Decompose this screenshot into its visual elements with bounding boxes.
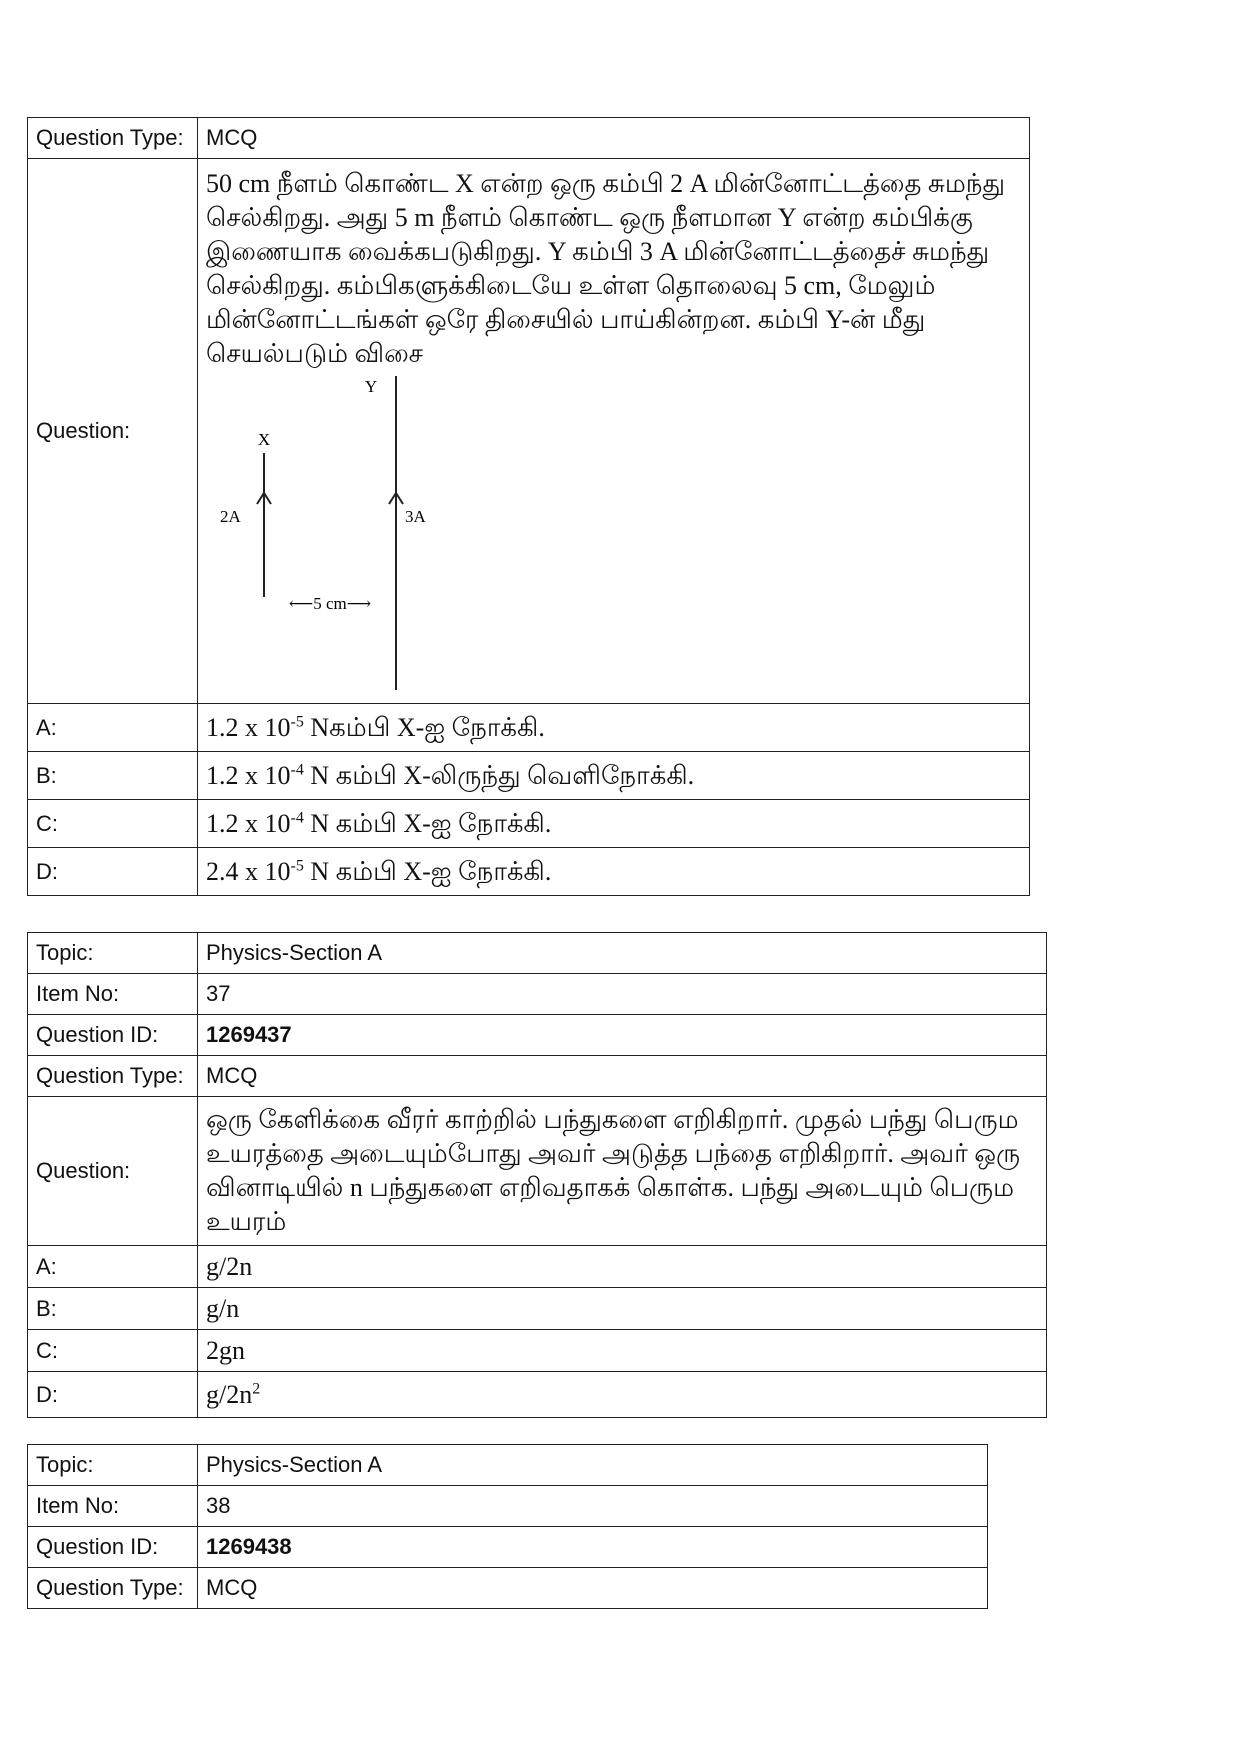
option-text bbox=[198, 1372, 1047, 1418]
option-row bbox=[28, 1288, 1047, 1330]
question-text: ஒரு கேளிக்கை வீரர் காற்றில் பந்துகளை எறிகிறார். முதல் பந்து பெரும உயரத்தை அடையும்போது அவர் அடுத்த பந்தை எறிகிறார். அவர் ஒரு வினாடியில் n பந்துகளை எறிவதாகக் கொள்க. பந்து அடையும் பெரும உயரம் bbox=[198, 1097, 1047, 1246]
row-question-id bbox=[28, 1527, 988, 1568]
option-suffix: N கம்பி X-ஐ நோக்கி. bbox=[303, 808, 552, 838]
value-question-type: MCQ bbox=[198, 1568, 988, 1609]
row-item-no bbox=[28, 1486, 988, 1527]
value-item-no: 37 bbox=[198, 974, 1047, 1015]
option-main: g/2n bbox=[206, 1379, 253, 1409]
row-question-id bbox=[28, 1015, 1047, 1056]
option-label: B: bbox=[28, 1288, 198, 1330]
option-row bbox=[28, 1372, 1047, 1418]
option-suffix: N கம்பி X-லிருந்து வெளிநோக்கி. bbox=[303, 760, 695, 790]
value-topic: Physics-Section A bbox=[198, 1445, 988, 1486]
option-row bbox=[28, 848, 1030, 896]
label-question: Question: bbox=[28, 1097, 198, 1246]
row-question-type bbox=[28, 1056, 1047, 1097]
option-exponent: -5 bbox=[290, 856, 304, 874]
separation-label: ⟵5 cm⟶ bbox=[288, 594, 372, 613]
label-question-type: Question Type: bbox=[28, 118, 198, 159]
option-exponent: 2 bbox=[252, 1379, 261, 1397]
row-item-no bbox=[28, 974, 1047, 1015]
label-question-type: Question Type: bbox=[28, 1056, 198, 1097]
option-row bbox=[28, 1330, 1047, 1372]
row-question bbox=[28, 1097, 1047, 1246]
row-question-type bbox=[28, 118, 1030, 159]
option-main: 2.4 x 10 bbox=[206, 856, 291, 886]
value-question-type: MCQ bbox=[198, 1056, 1047, 1097]
label-question-id: Question ID: bbox=[28, 1527, 198, 1568]
option-row bbox=[28, 704, 1030, 752]
option-main: 1.2 x 10 bbox=[206, 760, 291, 790]
label-topic: Topic: bbox=[28, 1445, 198, 1486]
current-y-label: 3A bbox=[405, 507, 426, 526]
current-x-label: 2A bbox=[220, 507, 241, 526]
option-exponent: -5 bbox=[290, 712, 304, 730]
question-block-2 bbox=[27, 932, 1047, 1418]
option-exponent: -4 bbox=[290, 760, 304, 778]
option-label: D: bbox=[28, 848, 198, 896]
option-text bbox=[198, 1330, 1047, 1372]
option-suffix: N கம்பி X-ஐ நோக்கி. bbox=[303, 856, 552, 886]
option-exponent: -4 bbox=[290, 808, 304, 826]
option-main: 1.2 x 10 bbox=[206, 712, 291, 742]
option-text bbox=[198, 1246, 1047, 1288]
option-suffix: Nகம்பி X-ஐ நோக்கி. bbox=[303, 712, 545, 742]
option-label: A: bbox=[28, 1246, 198, 1288]
option-label: A: bbox=[28, 704, 198, 752]
option-main: 2gn bbox=[206, 1335, 245, 1365]
option-label: B: bbox=[28, 752, 198, 800]
row-topic bbox=[28, 933, 1047, 974]
option-text bbox=[198, 704, 1030, 752]
option-text bbox=[198, 752, 1030, 800]
value-topic: Physics-Section A bbox=[198, 933, 1047, 974]
label-question: Question: bbox=[28, 159, 198, 704]
option-text bbox=[198, 848, 1030, 896]
question-cell bbox=[198, 159, 1030, 704]
label-item-no: Item No: bbox=[28, 1486, 198, 1527]
question-block-3 bbox=[27, 1444, 988, 1609]
option-label: D: bbox=[28, 1372, 198, 1418]
row-question bbox=[28, 159, 1030, 704]
option-text bbox=[198, 1288, 1047, 1330]
label-question-id: Question ID: bbox=[28, 1015, 198, 1056]
option-text bbox=[198, 800, 1030, 848]
label-topic: Topic: bbox=[28, 933, 198, 974]
value-question-type: MCQ bbox=[198, 118, 1030, 159]
label-question-type: Question Type: bbox=[28, 1568, 198, 1609]
option-row bbox=[28, 752, 1030, 800]
option-row bbox=[28, 800, 1030, 848]
label-item-no: Item No: bbox=[28, 974, 198, 1015]
option-label: C: bbox=[28, 800, 198, 848]
option-label: C: bbox=[28, 1330, 198, 1372]
question-text: 50 cm நீளம் கொண்ட X என்ற ஒரு கம்பி 2 A மின்னோட்டத்தை சுமந்து செல்கிறது. அது 5 m நீளம் கொண்ட ஒரு நீளமான Y என்ற கம்பிக்கு இணையாக வைக்கபடுகிறது. Y கம்பி 3 A மின்னோட்டத்தைச் சுமந்து செல்கிறது. கம்பிகளுக்கிடையே உள்ள தொலைவு 5 cm, மேலும் மின்னோட்டங்கள் ஒரே திசையில் பாய்கின்றன. கம்பி Y-ன் மீது செயல்படும் விசை bbox=[206, 169, 1006, 368]
wire-y-label: Y bbox=[364, 377, 378, 396]
wire-diagram bbox=[206, 373, 506, 693]
question-block-1 bbox=[27, 117, 1030, 896]
option-row bbox=[28, 1246, 1047, 1288]
option-main: g/2n bbox=[206, 1251, 253, 1281]
row-topic bbox=[28, 1445, 988, 1486]
value-question-id: 1269438 bbox=[198, 1527, 988, 1568]
wire-x-label: X bbox=[257, 430, 271, 449]
value-item-no: 38 bbox=[198, 1486, 988, 1527]
option-main: 1.2 x 10 bbox=[206, 808, 291, 838]
value-question-id: 1269437 bbox=[198, 1015, 1047, 1056]
row-question-type bbox=[28, 1568, 988, 1609]
option-main: g/n bbox=[206, 1293, 240, 1323]
